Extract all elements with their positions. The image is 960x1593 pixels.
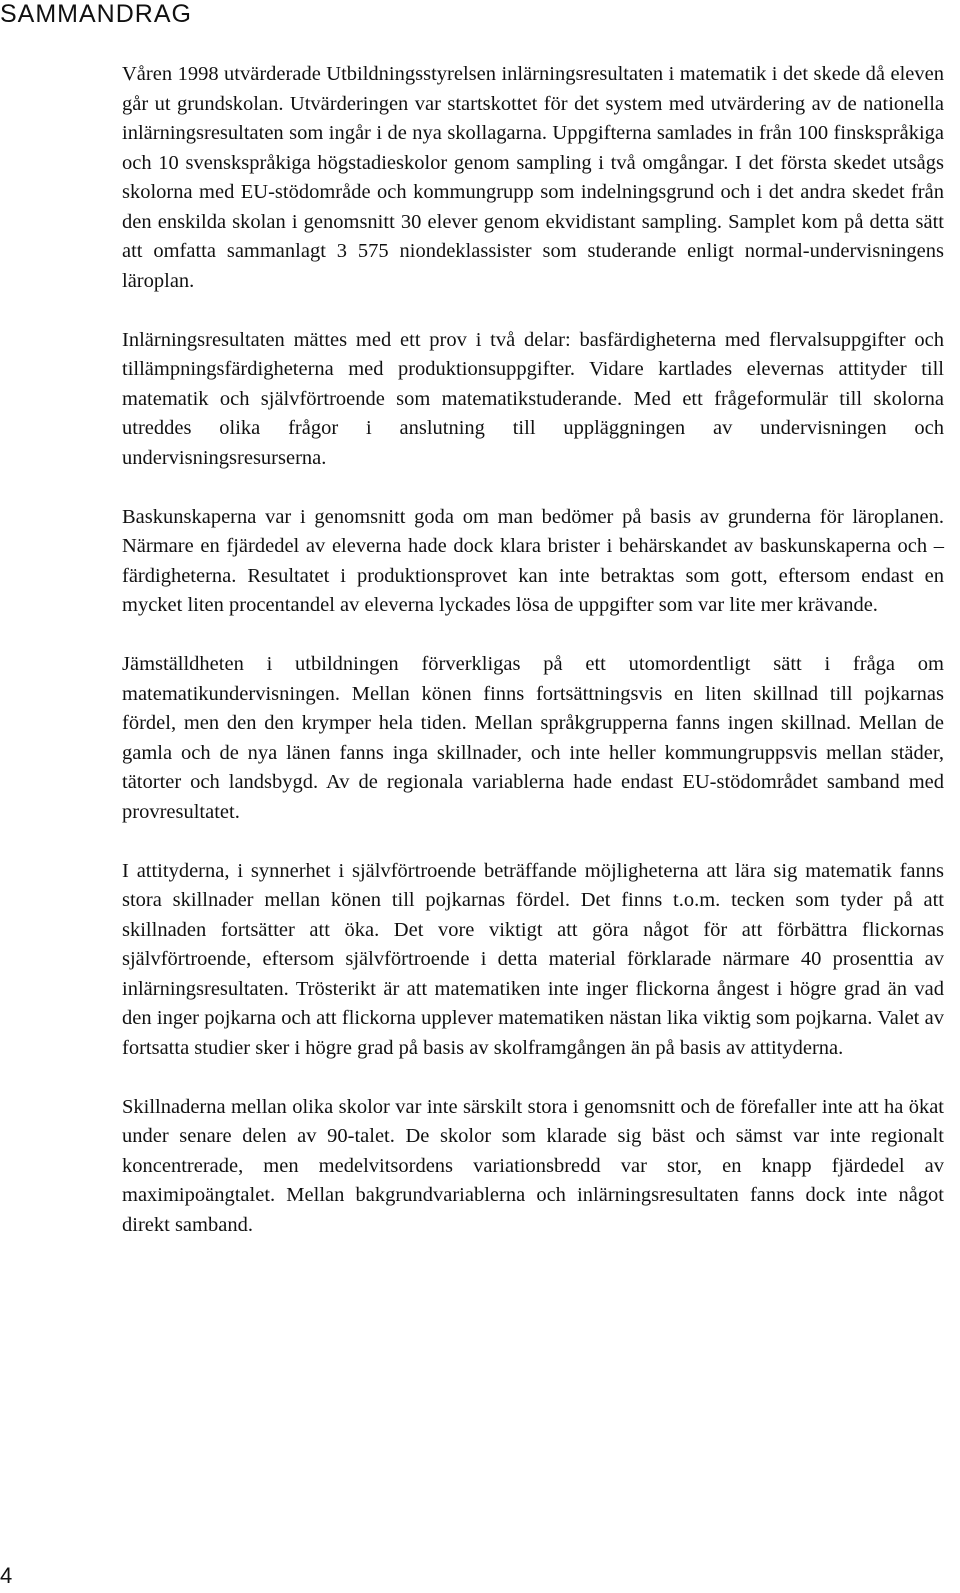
paragraph-1: Våren 1998 utvärderade Utbildningsstyrelsen inlärningsresultaten i matematik i det skede då eleven går ut grundskolan. Utvärderingen var startskottet för det system med utvärdering av de nationella inlärningsresultaten som ingår i de nya skollagarna. Uppgifterna samlades in från 100 finskspråkiga och 10 svenskspråkiga högstadieskolor genom sampling i två omgångar. I det första skedet utsågs skolorna med EU-stödområde och kommungrupp som indelningsgrund och i det andra skedet från den enskilda skolan i genomsnitt 30 elever genom ekvidistant sampling. Samplet kom på detta sätt att omfatta sammanlagt 3 575 niondeklassister som studerande enligt normal-undervisningens läroplan. xyxy=(122,63,944,292)
paragraph-4: Jämställdheten i utbildningen förverkligas på ett utomordentligt sätt i fråga om matematikundervisningen. Mellan könen finns fortsättningsvis en liten skillnad till pojkarnas fördel, men den den krymper hela tiden. Mellan språkgrupperna fanns ingen skillnad. Mellan de gamla och de nya länen fanns inga skillnader, och inte heller kommungruppsvis mellan städer, tätorter och landsbygd. Av de regionala variablerna hade endast EU-stödområdet samband med provresultatet. xyxy=(122,653,944,823)
paragraph-2: Inlärningsresultaten mättes med ett prov i två delar: basfärdigheterna med flervalsuppgifter och tillämpningsfärdigheterna med produktionsuppgifter. Vidare kartlades elevernas attityder till matematik och självförtroende som matematikstuderande. Med ett frågeformulär till skolorna utreddes olika frågor i anslutning till uppläggningen av undervisningen och undervisningsresurserna. xyxy=(122,328,944,469)
paragraph-6: Skillnaderna mellan olika skolor var inte särskilt stora i genomsnitt och de förefaller inte att ha ökat under senare delen av 90-talet. De skolor som klarade sig bäst och sämst var inte regionalt koncentrerade, men medelvitsordens variationsbredd var stor, en knapp fjärdedel av maximipoängtalet. Mellan bakgrundvariablerna och inlärningsresultaten fanns dock inte något direkt samband. xyxy=(122,1095,944,1236)
paragraph-5: I attityderna, i synnerhet i självförtroende beträffande möjligheterna att lära sig matematik fanns stora skillnader mellan könen till pojkarnas fördel. Det finns t.o.m. tecken som tyder på att skillnaden fortsätter att öka. Det vore viktigt att göra något för att förbättra flickornas självförtroende, eftersom självförtroende i detta material förklarade närmare 40 prosenttia av inlärningsresultaten. Trösterikt är att matematiken inte inger flickorna ångest i högre grad än vad den inger pojkarna och att flickorna upplever matematiken nästan lika viktig som pojkarna. Valet av fortsatta studier sker i högre grad på basis av skolframgången än på basis av attityderna. xyxy=(122,859,944,1059)
page-title: SAMMANDRAG xyxy=(0,0,192,28)
paragraph-3: Baskunskaperna var i genomsnitt goda om man bedömer på basis av grunderna för läroplanen. Närmare en fjärdedel av eleverna hade dock klara brister i behärskandet av baskunskaperna och –färdigheterna. Resultatet i produktionsprovet kan inte betraktas som gott, eftersom endast en mycket liten procentandel av eleverna lyckades lösa de uppgifter som var lite mer krävande. xyxy=(122,505,944,616)
page-number: 4 xyxy=(0,1563,13,1588)
summary-body xyxy=(122,60,944,1270)
